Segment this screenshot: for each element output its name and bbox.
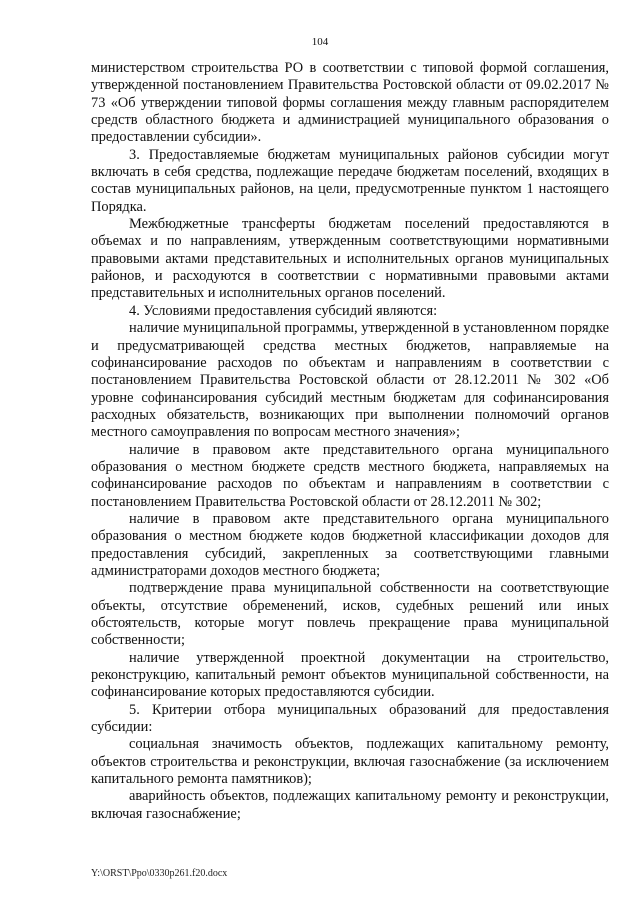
paragraph-criterion-significance: социальная значимость объектов, подлежащих капитальному ремонту, объектов строительства и реконструкции, включая газоснабжение (за исключением капитального ремонта памятников); [91,736,609,788]
page-number: 104 [311,36,329,48]
paragraph-condition-budget-funds: наличие в правовом акте представительного органа муниципального образования о местном бюджете средств местного бюджета, направляемых на софинансирование расходов по объектам и направлениям в соответствии с постановлением Правительства Ростовской области от 28.12.2011 № 302; [91,441,609,510]
paragraph-condition-ownership: подтверждение права муниципальной собственности на соответствующие объекты, отсутствие обременений, исков, судебных решений или иных обстоятельств, которые могут повлечь прекращение права муниципальной собственности; [91,580,609,649]
paragraph-clause-3: 3. Предоставляемые бюджетам муниципальных районов субсидии могут включать в себя средства, подлежащие передаче бюджетам поселений, входящих в состав муниципальных районов, на цели, предусмотренные пунктом 1 настоящего Порядка. [91,146,609,215]
paragraph-clause-5-heading: 5. Критерии отбора муниципальных образований для предоставления субсидии: [91,701,609,736]
paragraph-continuation: министерством строительства РО в соответствии с типовой формой соглашения, утвержденной постановлением Правительства Ростовской области от 09.02.2017 № 73 «Об утверждении типовой формы соглашения между главным распорядителем средств областного бюджета и администрацией муниципального образования о предоставлении субсидии». [91,60,609,146]
paragraph-condition-program: наличие муниципальной программы, утвержденной в установленном порядке и предусматривающей средства местных бюджетов, направляемые на софинансирование расходов по объектам и направлениям в соответствии с постановлением Правительства Ростовской области от 28.12.2011 № 302 «Об уровне софинансирования субсидий местным бюджетам для софинансирования расходных обязательств, возникающих при выполнении полномочий органов местного самоуправления по вопросам местного значения»; [91,320,609,441]
paragraph-transfers: Межбюджетные трансферты бюджетам поселений предоставляются в объемах и по направлениям, утвержденным соответствующими нормативными правовыми актами представительных и исполнительных органов муниципальных районов, и расходуются в соответствии с нормативными правовыми актами представительных и исполнительных органов поселений. [91,216,609,302]
paragraph-clause-4-heading: 4. Условиями предоставления субсидий являются: [129,302,438,319]
paragraph-condition-project-docs: наличие утвержденной проектной документации на строительство, реконструкцию, капитальный ремонт объектов муниципальной собственности, на софинансирование которых предоставляются субсидии. [91,649,609,701]
paragraph-criterion-emergency: аварийность объектов, подлежащих капитальному ремонту и реконструкции, включая газоснабжение; [91,788,609,822]
document-body [91,60,609,823]
paragraph-condition-budget-codes: наличие в правовом акте представительного органа муниципального образования о местном бюджете кодов бюджетной классификации доходов для предоставления субсидий, закрепленных за соответствующими главными администраторами доходов местного бюджета; [91,510,609,579]
footer-file-path: Y:\ORST\Ppo\0330p261.f20.docx [91,868,228,879]
